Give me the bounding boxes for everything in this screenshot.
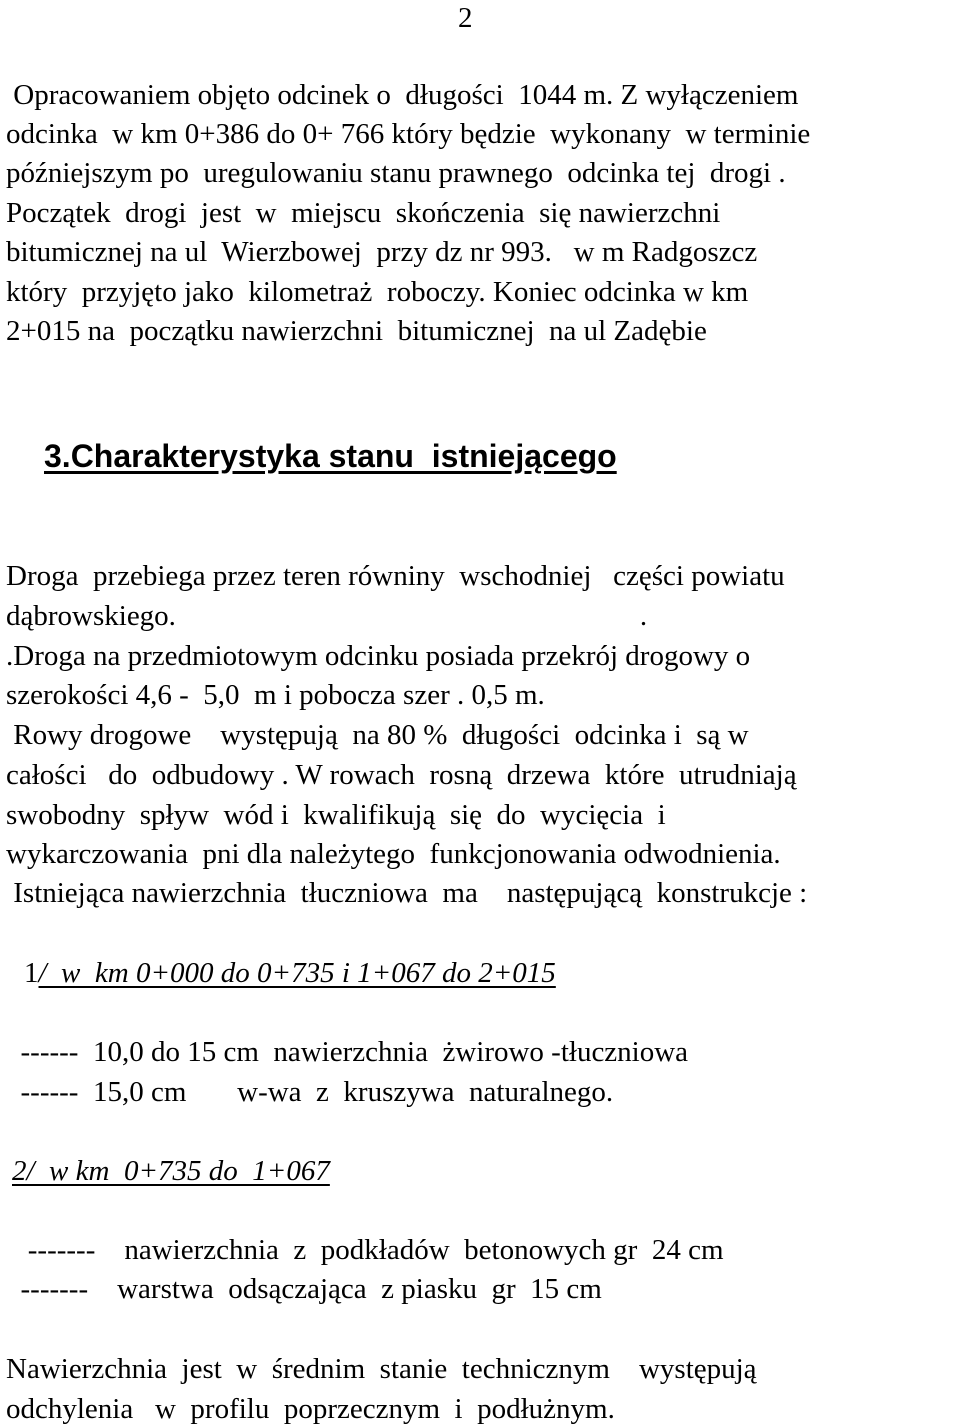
section-heading: 3.Charakterystyka stanu istniejącego	[44, 438, 617, 474]
section-line-9: Istniejąca nawierzchnia tłuczniowa ma następującą konstrukcje :	[6, 877, 808, 909]
part1-number: 1	[24, 957, 39, 989]
section-line-1: Droga przebiega przez teren równiny wschodniej części powiatu	[6, 560, 785, 592]
closing-line-2: odchylenia w profilu poprzecznym i podłużnym.	[6, 1393, 615, 1425]
part2-item-1: ------- nawierzchnia z podkładów betonowych gr 24 cm	[6, 1234, 724, 1266]
intro-line-2: odcinka w km 0+386 do 0+ 766 który będzie wykonany w terminie	[6, 118, 811, 150]
intro-line-7: 2+015 na początku nawierzchni bitumicznej na ul Zadębie	[6, 315, 707, 347]
intro-line-1: Opracowaniem objęto odcinek o długości 1044 m. Z wyłączeniem	[6, 79, 799, 111]
page-number: 2	[458, 2, 473, 34]
intro-line-4: Początek drogi jest w miejscu skończenia się nawierzchni	[6, 197, 721, 229]
intro-line-3: późniejszym po uregulowaniu stanu prawnego odcinka tej drogi .	[6, 157, 786, 189]
section-line-2: dąbrowskiego. .	[6, 600, 648, 632]
part2-heading	[12, 1153, 330, 1189]
closing-line-1: Nawierzchnia jest w średnim stanie technicznym występują	[6, 1353, 757, 1385]
section-line-5: Rowy drogowe występują na 80 % długości odcinka i są w	[6, 719, 749, 751]
part1-heading	[24, 955, 556, 991]
part1-item-1: ------ 10,0 do 15 cm nawierzchnia żwirowo -tłuczniowa	[6, 1036, 689, 1068]
section-line-8: wykarczowania pni dla należytego funkcjonowania odwodnienia.	[6, 838, 781, 870]
section-line-4: szerokości 4,6 - 5,0 m i pobocza szer . 0,5 m.	[6, 679, 545, 711]
section-line-7: swobodny spływ wód i kwalifikują się do wycięcia i	[6, 799, 666, 831]
section-line-3: .Droga na przedmiotowym odcinku posiada przekrój drogowy o	[6, 640, 751, 672]
intro-line-5: bitumicznej na ul Wierzbowej przy dz nr 993. w m Radgoszcz	[6, 236, 758, 268]
part1-item-2: ------ 15,0 cm w-wa z kruszywa naturalnego.	[6, 1076, 614, 1108]
part2-title: 2/ w km 0+735 do 1+067	[12, 1155, 330, 1187]
section-line-6: całości do odbudowy . W rowach rosną drzewa które utrudniają	[6, 759, 797, 791]
part2-item-2: ------- warstwa odsączająca z piasku gr 15 cm	[6, 1273, 602, 1305]
intro-line-6: który przyjęto jako kilometraż roboczy. Koniec odcinka w km	[6, 276, 749, 308]
part1-title: / w km 0+000 do 0+735 i 1+067 do 2+015	[38, 957, 556, 989]
